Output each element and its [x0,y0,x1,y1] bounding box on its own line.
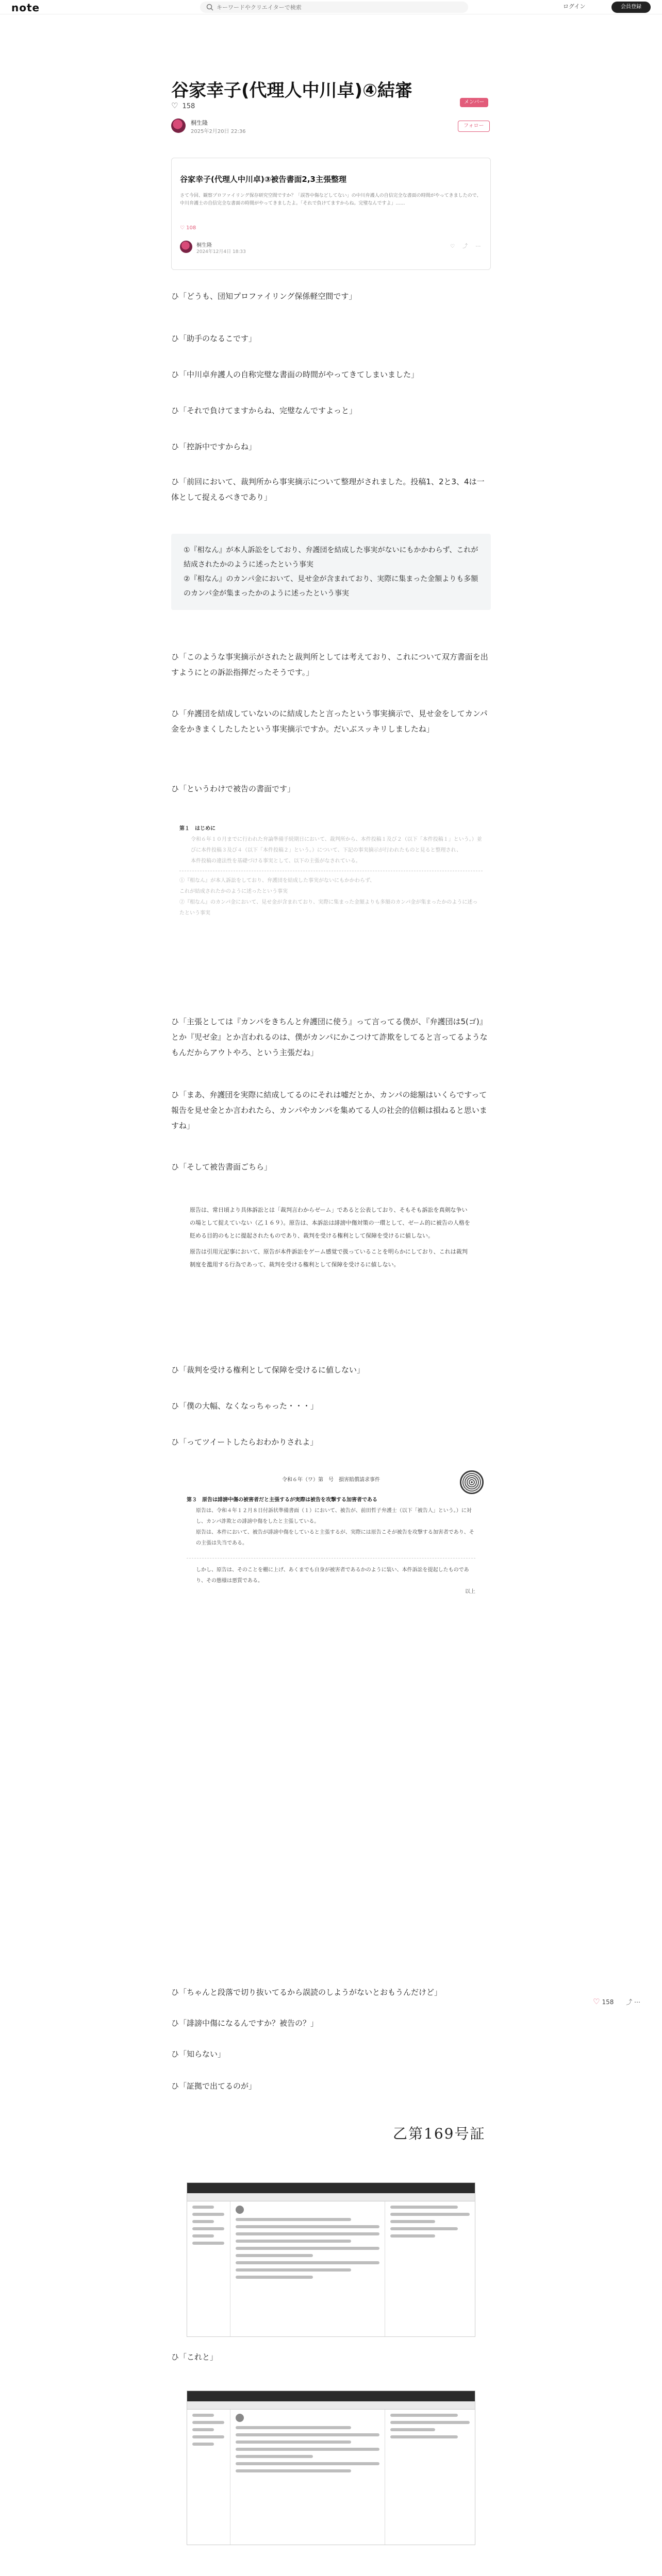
signup-button[interactable]: 会員登録 [611,2,651,13]
doc-text: 原告は、本件において、被告が誹謗中傷をしていると主張するが、実際には原告こそが被告を攻撃する加害者であり、その主張は失当である。 [196,1530,474,1546]
browser-tab-bar [187,2391,475,2401]
paragraph: ひ「どうも、団知プロファイリング保係軽空間です」 [171,292,357,301]
heart-icon[interactable]: ♡ [593,1997,600,2006]
search-input[interactable] [217,3,459,12]
article-title: 谷家幸子(代理人中川卓)④結審 [171,80,412,101]
screenshot-side-column [385,2410,475,2545]
doc-text: 原告は引用元記事において、原告が本件訴訟をゲーム感覚で扱っていることを明らかにしており、これは裁判制度を濫用する行為であって、裁判を受ける権利として保障を受けるに値しない。 [190,1248,468,1268]
doc-signature: 以上 [465,1589,475,1595]
embed-action-icons[interactable]: ♡ ⤴ ⋯ [450,244,484,249]
paragraph: ひ「証拠で出てるのが」 [171,2081,257,2091]
embed-excerpt: さて今回、観察プロファイリング保存研究空間ですか？「誤答中傷などしてない」の中川弁護人の自信完全な書面の時間がやってきましたので、中川弁護士の自信完全な書面の時間がやってきましたよ。「それで負けてますからね。完璧なんですよ」…… [180,193,482,206]
embed-likes-value: 108 [186,225,196,231]
membership-badge[interactable]: メンバー [460,98,488,107]
embed-author-name: 桐生隆 [196,243,212,248]
screenshot-nav-column [187,2410,230,2545]
paragraph: ひ「まあ、弁護団を実際に結成してるのにそれは嘘だとか、カンパの総額はいくらですって報告を見せ金とか言われたら、カンパやカンパを集めてる人の社会的信頼は損ねると思いますね」 [171,1090,487,1130]
stamp-seal [460,1470,484,1494]
embed-date: 2024年12月4日 18:33 [196,249,246,255]
paragraph: ひ「前回において、裁判所から事実摘示について整理がされました。投稿1、2と3、4は一体として捉えるべきであり」 [171,477,485,502]
heart-icon[interactable]: ♡ [171,101,178,110]
paragraph: ひ「誹謗中傷になるんですか？被告の？」 [171,2019,319,2028]
paragraph: ひ「ちゃんと段落で切り抜いてるから誤読のしようがないとおもうんだけど」 [171,1988,442,1997]
floating-like-button[interactable] [593,1998,619,2006]
paragraph: ひ「控訴中ですからね」 [171,442,257,451]
paragraph: ひ「弁護団を結成していないのに結成したと言ったという事実摘示で、見せ金をしてカンパ金をかきまくしたしたという事実摘示ですか。だいぶスッキリしましたね」 [171,709,488,734]
court-document-image [171,816,491,1002]
browser-url-bar [187,2401,475,2410]
paragraph: ひ「主張としては『カンパをきちんと弁護団に使う』って言ってる僕が、『弁護団は5(ゴ)』とか『児ゼ金』とか言われるのは、僕がカンパにかこつけて詐欺をしてると言ってるようなもんだからアウトやろ、という主張だね」 [171,1017,488,1057]
doc-text: しかし、原告は、そのことを棚に上げ、あくまでも自身が被害者であるかのように装い、本件訴訟を提起したものであり、その態様は悪質である。 [196,1567,469,1584]
note-logo[interactable]: note [11,2,40,14]
court-document-image [171,1465,491,1671]
embed-author-avatar [180,241,192,253]
doc-line: 令和６年１０月までに行われた弁論準備手続期日において、裁判所から、本件投稿１及び２（以下「本件投稿１」という。）並びに本件投稿３及び４（以下「本件投稿２」という。）について、下記の事実摘示が行われたものと見ると整理され、 [191,837,482,853]
paragraph: ひ「というわけで被告の書面です」 [171,784,295,793]
doc-line: これが結成されたかのように述ったという事実 [179,889,288,894]
paragraph: ひ「僕の大幅、なくなっちゃった・・・」 [171,1401,319,1411]
quote-callout: ①『相なん』が本人訴訟をしており、弁護団を結成した事実がないにもかかわらず、これが結成されたかのように述ったという事実 ②『相なん』のカンパ金において、見せ金が含まれており、実際に集まった金額よりも多額のカンパ金が集まったかのように述ったという事実 [171,534,491,610]
doc-line: ②『相なん』のカンパ金において、見せ金が含まれており、実際に集まった金額よりも多額のカンパ金が集まったかのように述ったという事実 [179,900,478,916]
like-count: 158 [182,103,195,110]
floating-like-count: 158 [602,1998,614,2006]
doc-text: 原告は、常日頃より具体訴訟とは「裁判言わからゼーム」であると公表しており、そもそも訴訟を真剣な争いの場として捉えていない（乙１６９）。原告は、本訴訟は誹謗中傷対策の一環として、ゼーム的に被告の人格を貶める目的のもとに提起されたものであり、裁判を受ける権利として保障を受けるに値しない。 [190,1207,470,1239]
publish-date: 2025年2月20日 22:36 [191,129,246,134]
search-box[interactable] [200,2,468,13]
court-document-image [171,1194,491,1349]
author-block [171,116,491,137]
embed-title[interactable]: 谷家幸子(代理人中川卓)③被告書面2,3主張整理 [180,175,346,184]
embed-like-count [180,225,196,231]
search-icon [206,4,213,11]
follow-button[interactable]: フォロー [458,121,490,132]
paragraph: ひ「これと」 [171,2352,218,2362]
floating-action-bar [593,1997,646,2006]
paragraph: ひ「中川卓弁護人の自称完璧な書面の時間がやってきてしまいました」 [171,370,419,379]
paragraph: ひ「このような事実摘示がされたと裁判所としては考えており、これについて双方書面を出すようにとの訴訟指揮だったそうです。」 [171,652,488,677]
social-post-screenshot [187,2391,475,2545]
share-and-more-icons[interactable]: ⤴ ⋯ [626,1998,641,2006]
screenshot-nav-column [187,2201,230,2336]
paragraph: ひ「そして被告書面ごちら」 [171,1162,272,1172]
paragraph: ひ「助手のなるこです」 [171,334,257,343]
doc-header: 令和６年（ワ）第 号 損害賠償請求事件 [282,1477,380,1483]
paragraph: ひ「知らない」 [171,2049,226,2059]
doc-line: 本件投稿の違法性を基礎づける事実として、以下の主張がなされている。 [191,858,361,864]
screenshot-post-column [230,2410,385,2545]
doc-heading: 第１ はじめに [179,826,216,832]
doc-text: 原告は、令和４年１２月８日付訴状準備書面（１）において、被告が、前田哲子弁護士（以下「被告人」という。）に対し、カンパ詐欺との誹謗中傷をしたと主張している。 [196,1508,472,1524]
screenshot-side-column [385,2201,475,2336]
browser-url-bar [187,2193,475,2201]
doc-heading: 第３ 原告は誹謗中傷の被害者だと主張するが実際は被告を攻撃する加害者である [187,1497,377,1503]
paragraph: ひ「ってツイートしたらおわかりされよ」 [171,1437,318,1447]
author-avatar[interactable] [171,118,186,133]
embedded-article-card[interactable] [171,158,491,270]
heart-icon: ♡ [180,225,187,231]
like-counter[interactable] [171,101,195,110]
social-post-screenshot [187,2182,475,2337]
browser-tab-bar [187,2183,475,2193]
screenshot-post-column [230,2201,385,2336]
top-navigation-bar [0,0,662,14]
paragraph: ひ「裁判を受ける権利として保障を受けるに値しない」 [171,1365,365,1375]
paragraph: ひ「それで負けてますからね、完璧なんですよっと」 [171,406,357,415]
doc-line: ①『相なん』が本人訴訟をしており、弁護団を結成した事実がないにもかかわらず、 [179,878,375,884]
login-link[interactable]: ログイン [563,3,586,10]
author-name[interactable]: 桐生隆 [191,120,208,126]
exhibit-label: 乙第169号証 [393,2125,486,2142]
